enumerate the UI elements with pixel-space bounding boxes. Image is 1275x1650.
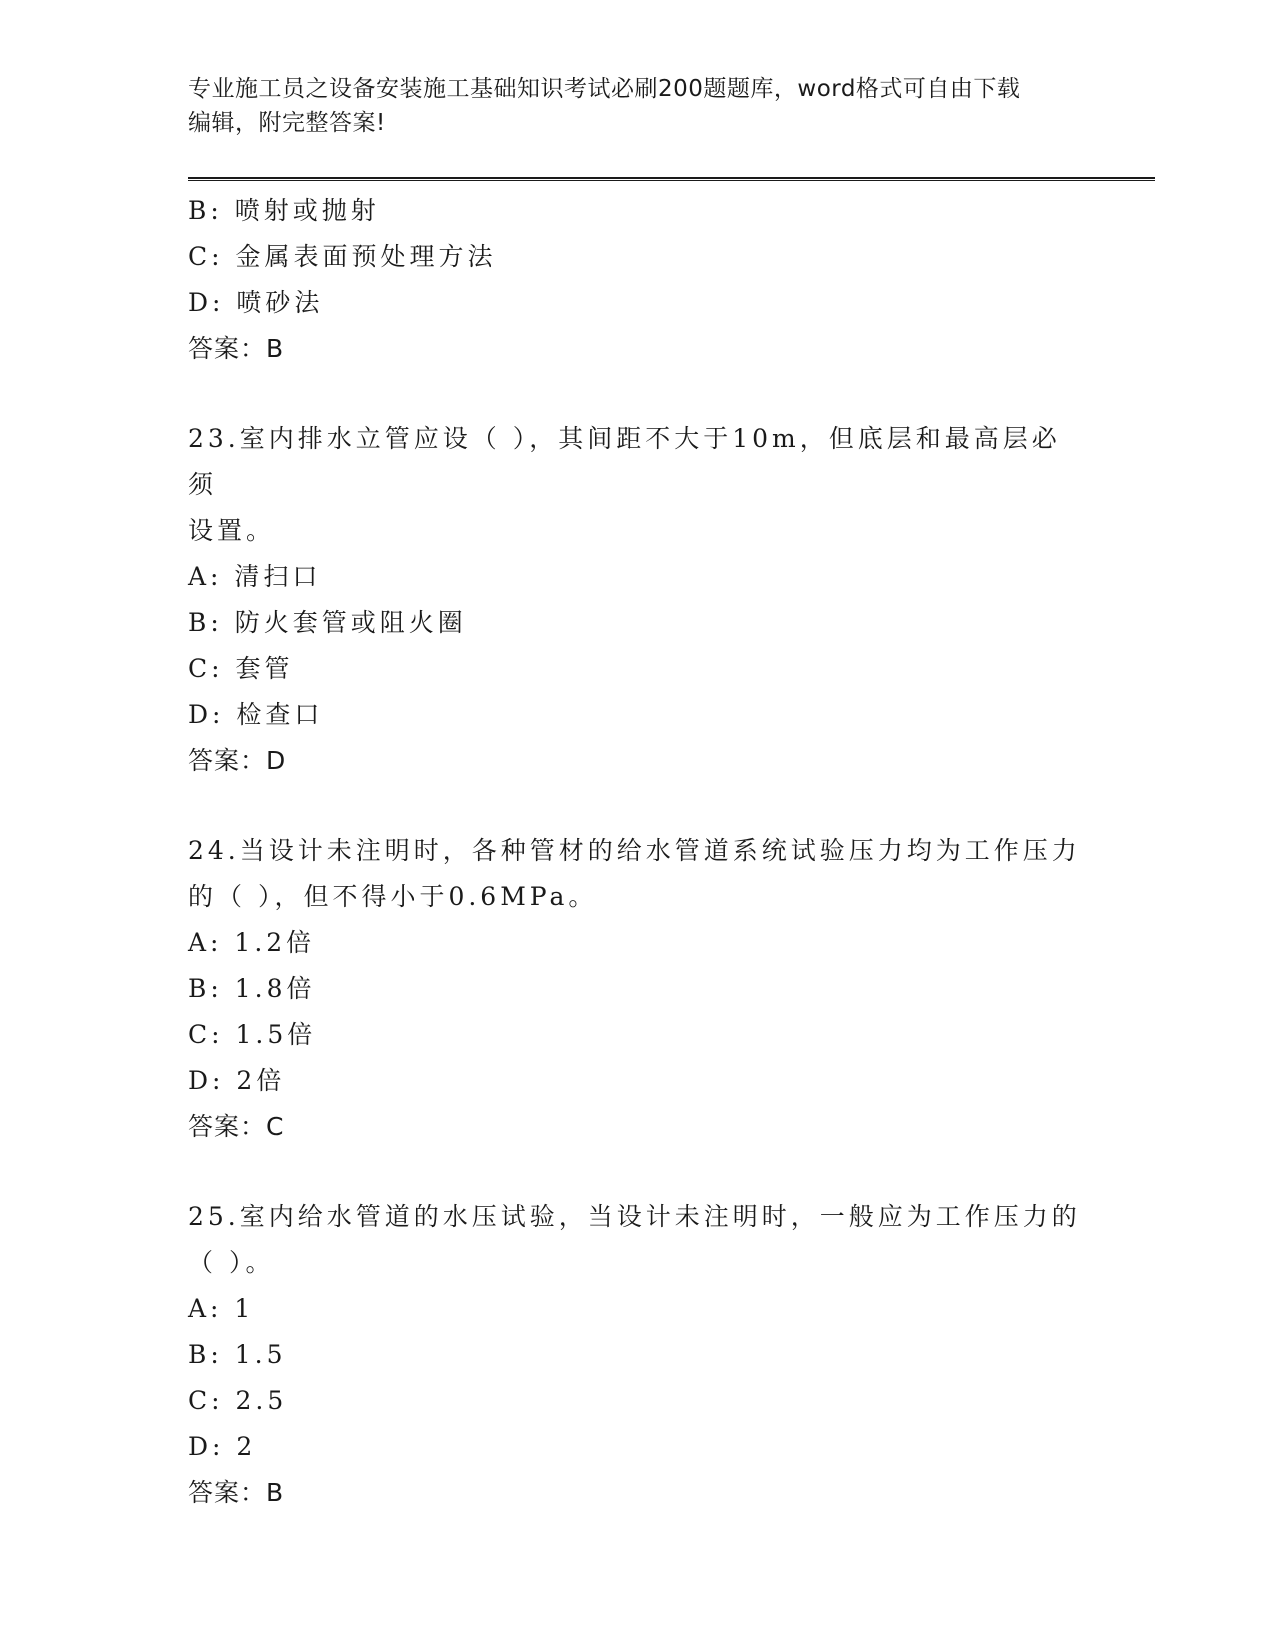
option-d: D: 检查口 xyxy=(188,700,324,729)
answer-line: 答案：C xyxy=(188,1112,285,1141)
answer-line: 答案：B xyxy=(188,1478,285,1507)
answer-line: 答案：D xyxy=(188,746,287,775)
option-c: C: 金属表面预处理方法 xyxy=(188,242,497,271)
option-a: A: 1.2倍 xyxy=(188,928,316,957)
spacer xyxy=(188,784,1088,828)
question-stem: 23.室内排水立管应设（ ），其间距不大于10m，但底层和最高层必须 设置。 xyxy=(188,424,1061,545)
question-24 xyxy=(188,828,1088,1150)
spacer xyxy=(188,372,1088,416)
option-c: C: 1.5倍 xyxy=(188,1020,317,1049)
question-stem: 25.室内给水管道的水压试验，当设计未注明时，一般应为工作压力的 （ ）。 xyxy=(188,1202,1081,1277)
document-body xyxy=(188,188,1088,1516)
question-25 xyxy=(188,1194,1088,1516)
option-d: D: 2 xyxy=(188,1432,257,1461)
header-divider xyxy=(188,177,1155,181)
option-c: C: 2.5 xyxy=(188,1386,288,1415)
option-b: B: 1.5 xyxy=(188,1340,287,1369)
question-22-continued xyxy=(188,188,1088,372)
option-a: A: 清扫口 xyxy=(188,562,322,591)
option-b: B: 防火套管或阻火圈 xyxy=(188,608,467,637)
question-stem: 24.当设计未注明时，各种管材的给水管道系统试验压力均为工作压力 的（ ），但不得小于0.6MPa。 xyxy=(188,836,1081,911)
option-d: D: 喷砂法 xyxy=(188,288,324,317)
option-c: C: 套管 xyxy=(188,654,294,683)
option-a: A: 1 xyxy=(188,1294,255,1323)
option-b: B: 1.8倍 xyxy=(188,974,316,1003)
option-b: B: 喷射或抛射 xyxy=(188,196,380,225)
answer-line: 答案：B xyxy=(188,334,285,363)
document-title: 专业施工员之设备安装施工基础知识考试必刷200题题库，word格式可自由下载 编辑，附完整答案! xyxy=(188,76,1021,136)
question-23 xyxy=(188,416,1088,784)
spacer xyxy=(188,1150,1088,1194)
option-d: D: 2倍 xyxy=(188,1066,286,1095)
